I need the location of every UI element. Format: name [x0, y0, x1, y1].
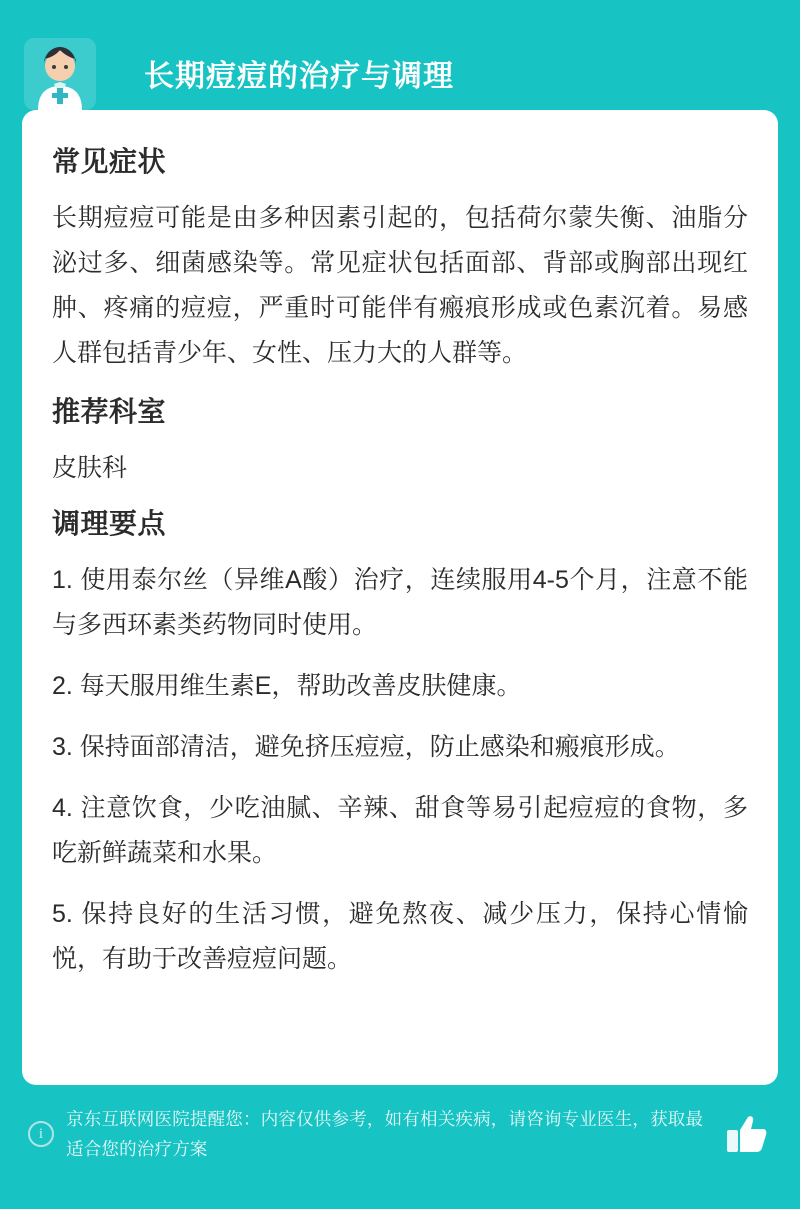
page-header [22, 24, 778, 110]
doctor-avatar-icon [24, 38, 96, 110]
list-item: 5. 保持良好的生活习惯，避免熬夜、减少压力，保持心情愉悦，有助于改善痘痘问题。 [52, 900, 748, 973]
list-item: 2. 每天服用维生素E，帮助改善皮肤健康。 [52, 672, 522, 700]
care-tips-list [52, 558, 748, 982]
section-heading-symptoms: 常见症状 [52, 146, 167, 177]
list-item: 4. 注意饮食，少吃油腻、辛辣、甜食等易引起痘痘的食物，多吃新鲜蔬菜和水果。 [52, 794, 748, 867]
list-item: 1. 使用泰尔丝（异维A酸）治疗，连续服用4-5个月，注意不能与多西环素类药物同时使用。 [52, 566, 748, 639]
list-item: 3. 保持面部清洁，避免挤压痘痘，防止感染和瘢痕形成。 [52, 733, 680, 761]
section-body-symptoms: 长期痘痘可能是由多种因素引起的，包括荷尔蒙失衡、油脂分泌过多、细菌感染等。常见症状包括面部、背部或胸部出现红肿、疼痛的痘痘，严重时可能伴有瘢痕形成或色素沉着。易感人群包括青少年、女性、压力大的人群等。 [52, 204, 748, 367]
section-heading-department: 推荐科室 [52, 396, 167, 427]
footer-disclaimer: 京东互联网医院提醒您：内容仅供参考，如有相关疾病，请咨询专业医生，获取最适合您的治疗方案 [66, 1109, 704, 1159]
thumbs-up-icon[interactable] [724, 1112, 768, 1156]
page-footer [22, 1085, 778, 1183]
content-card [22, 110, 778, 1085]
section-heading-care-tips: 调理要点 [52, 508, 167, 539]
section-body-department: 皮肤科 [52, 454, 128, 482]
page-title: 长期痘痘的治疗与调理 [144, 60, 454, 93]
info-circle-icon: i [28, 1121, 54, 1147]
